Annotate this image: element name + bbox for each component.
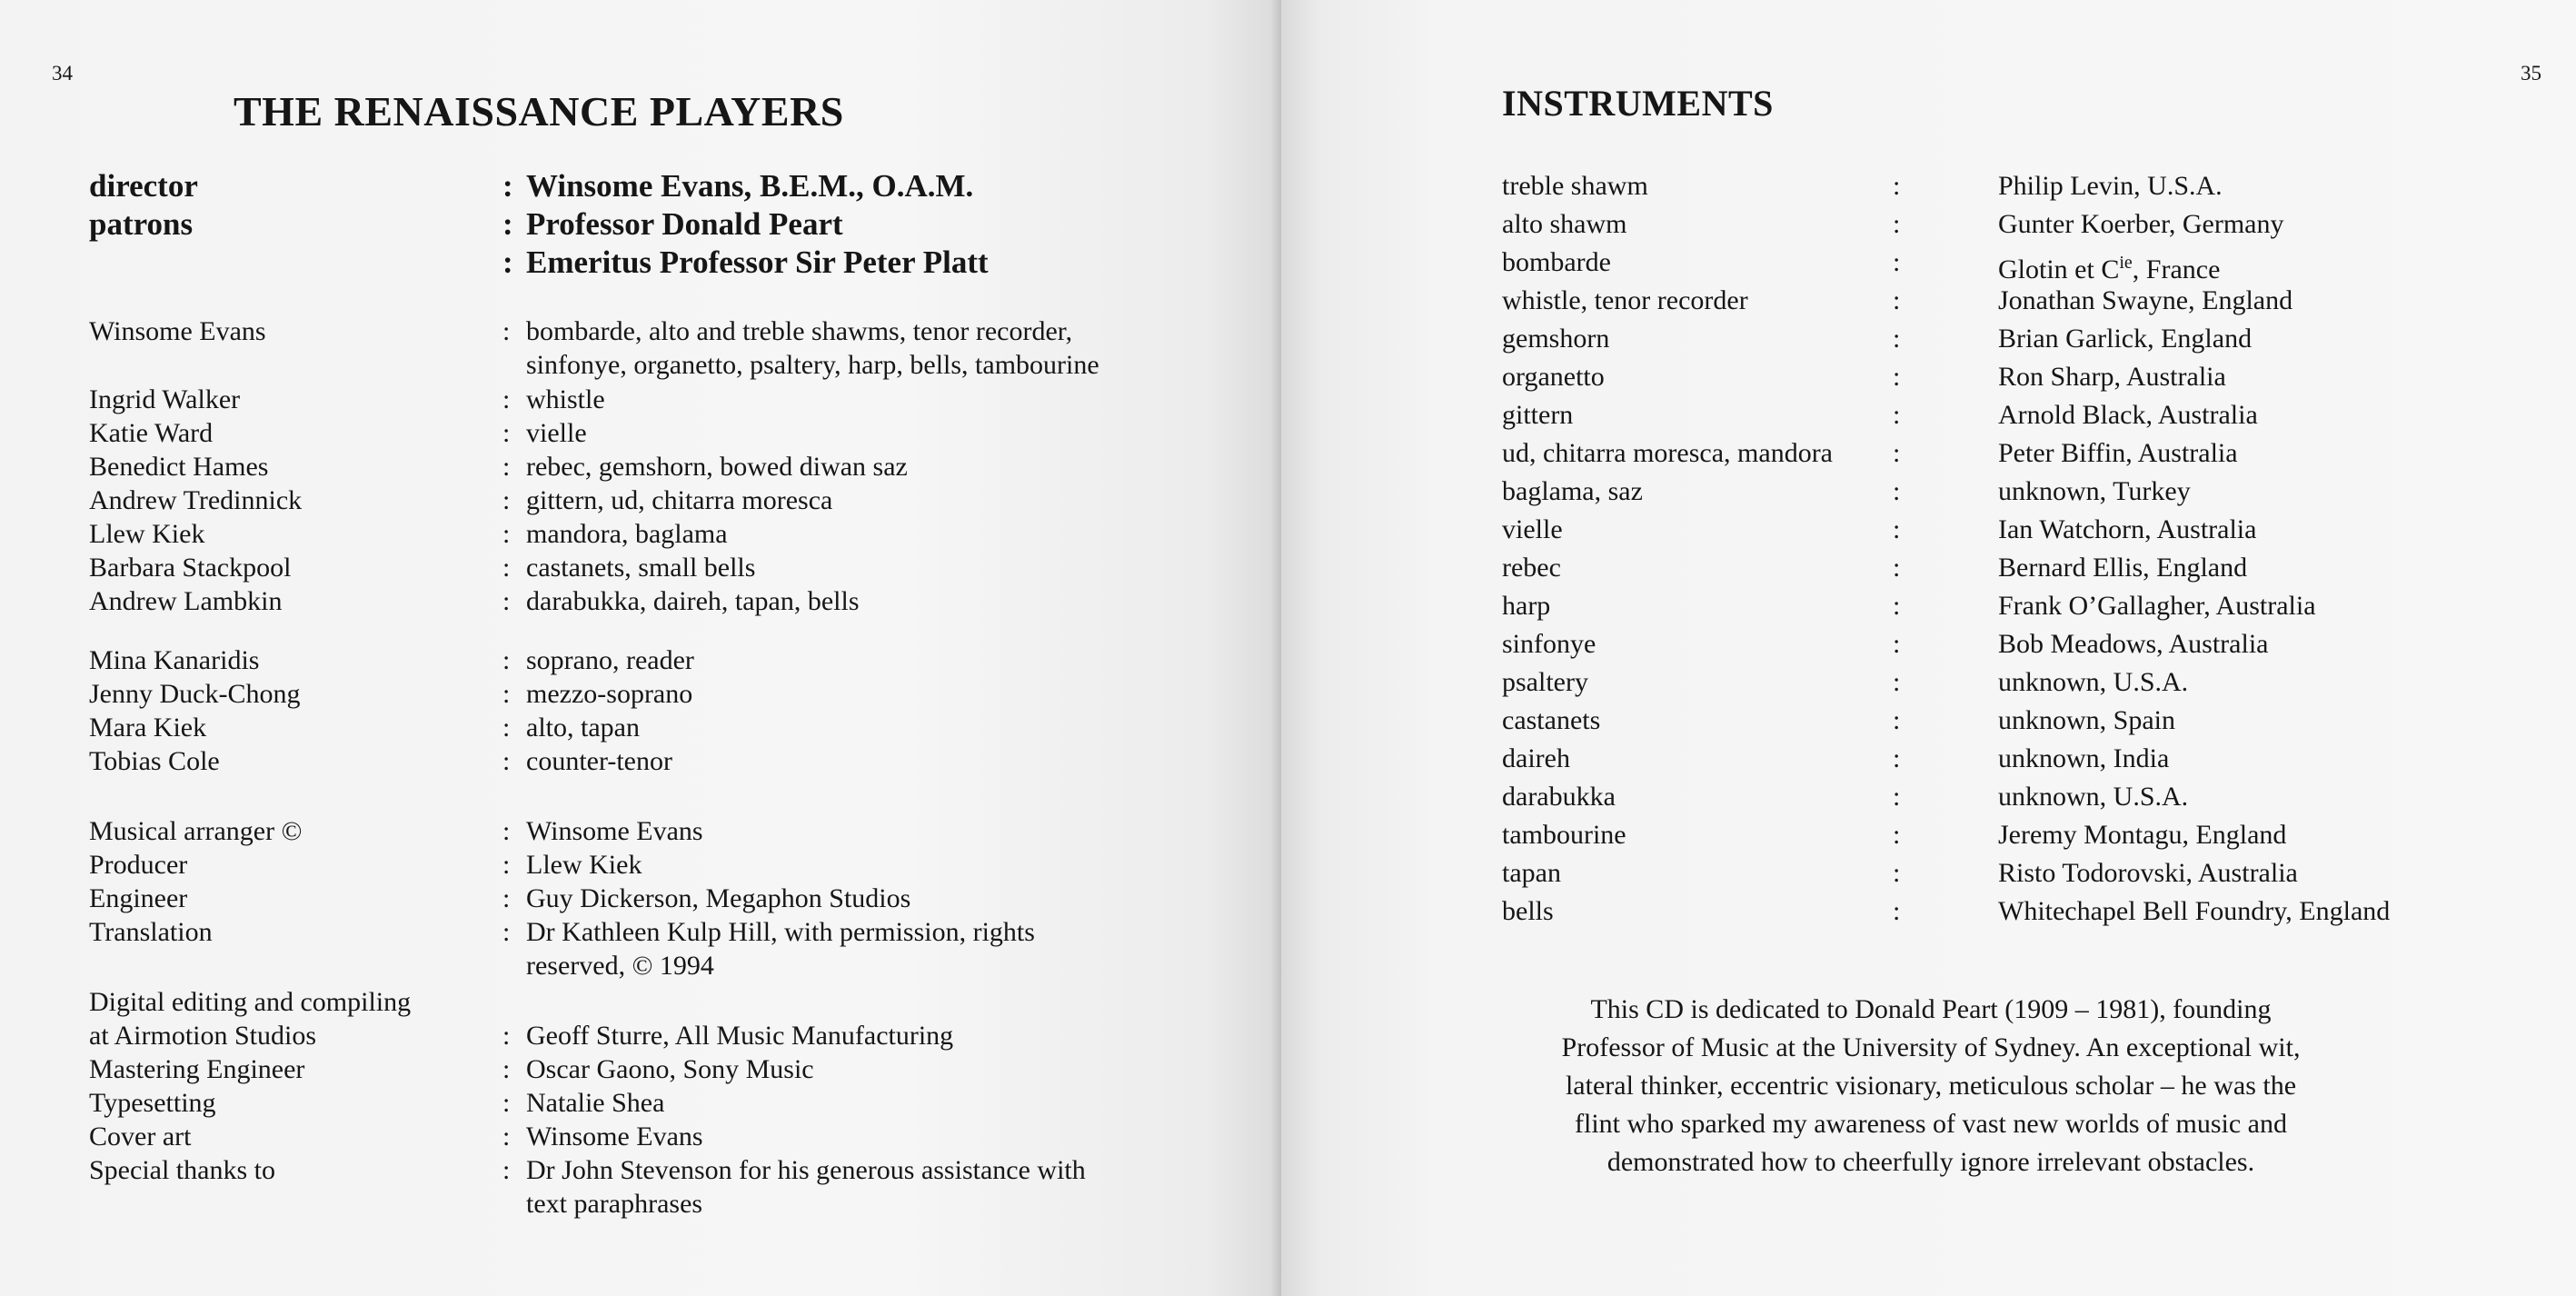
instrument-name: treble shawm [1502, 171, 1648, 201]
member-row [89, 484, 1234, 517]
dedication-line: This CD is dedicated to Donald Peart (1909 – 1981), founding [1590, 994, 2272, 1024]
row-value: Professor Donald Peart [526, 206, 843, 242]
instrument-name: gemshorn [1502, 324, 1610, 354]
dedication-line: demonstrated how to cheerfully ignore irrelevant obstacles. [1606, 1147, 2255, 1177]
instrument-row [1502, 588, 2501, 624]
dedication-line: flint who sparked my awareness of vast new worlds of music and [1575, 1109, 2287, 1139]
instrument-name: rebec [1502, 553, 1561, 583]
row-colon: : [502, 168, 513, 204]
row-value: Emeritus Professor Sir Peter Platt [526, 244, 989, 280]
member-name: Ingrid Walker [89, 384, 241, 414]
credit-label: Translation [89, 917, 213, 947]
director-row [89, 167, 1234, 205]
row-colon: : [1893, 438, 1901, 468]
instrument-maker: Brian Garlick, England [1998, 324, 2253, 354]
row-colon: : [502, 244, 513, 280]
instrument-maker: unknown, Turkey [1998, 476, 2191, 506]
credit-value: Guy Dickerson, Megaphon Studios [526, 883, 911, 913]
row-colon: : [502, 384, 511, 414]
instrument-maker: unknown, India [1998, 743, 2170, 773]
instrument-maker: Bob Meadows, Australia [1998, 629, 2269, 659]
row-colon: : [502, 746, 511, 776]
row-colon: : [502, 485, 511, 515]
credit-label: Typesetting [89, 1088, 216, 1118]
credit-row [89, 848, 1234, 882]
maker-superscript: ie [2119, 253, 2133, 273]
row-colon: : [502, 883, 511, 913]
instrument-name: harp [1502, 591, 1551, 621]
member-role: rebec, gemshorn, bowed diwan saz [526, 452, 908, 482]
instrument-name: bells [1502, 896, 1554, 926]
row-label: director [89, 168, 198, 204]
singer-name: Mara Kiek [89, 713, 207, 743]
row-colon: : [502, 850, 511, 880]
row-colon: : [502, 316, 511, 346]
patrons-row-2 [89, 244, 1234, 282]
instrument-maker: Whitechapel Bell Foundry, England [1998, 896, 2391, 926]
instrument-maker: Frank O’Gallagher, Australia [1998, 591, 2316, 621]
instrument-maker [1998, 244, 2489, 288]
instrument-name: vielle [1502, 514, 1563, 544]
instrument-row [1502, 703, 2501, 739]
instrument-name: tambourine [1502, 820, 1626, 850]
row-colon: : [1893, 743, 1901, 773]
page-number-right: 35 [2521, 62, 2541, 85]
row-colon: : [1893, 400, 1901, 430]
credit-row [89, 1019, 1234, 1052]
row-colon: : [1893, 209, 1901, 239]
instrument-maker: Jeremy Montagu, England [1998, 820, 2287, 850]
instrument-name: whistle, tenor recorder [1502, 285, 1748, 315]
member-row [89, 551, 1234, 584]
row-colon: : [1893, 629, 1901, 659]
credit-row [89, 1153, 1234, 1221]
row-colon: : [1893, 285, 1901, 315]
singer-role: counter-tenor [526, 746, 672, 776]
row-colon: : [502, 1155, 511, 1185]
row-colon: : [1893, 553, 1901, 583]
row-colon: : [502, 519, 511, 549]
right-page [1281, 0, 2576, 1296]
row-colon: : [1893, 591, 1901, 621]
instrument-maker: unknown, U.S.A. [1998, 667, 2189, 697]
instrument-row [1502, 397, 2501, 434]
instrument-row [1502, 779, 2501, 815]
row-colon: : [1893, 820, 1901, 850]
row-colon: : [502, 1054, 511, 1084]
instrument-row [1502, 244, 2501, 288]
instrument-row [1502, 321, 2501, 357]
member-row [89, 450, 1234, 484]
singer-role: mezzo-soprano [526, 679, 693, 709]
row-colon: : [502, 713, 511, 743]
credit-label: at Airmotion Studios [89, 1021, 317, 1051]
patrons-row [89, 205, 1234, 244]
instrument-name: organetto [1502, 362, 1605, 392]
credit-value [526, 915, 1180, 982]
instrument-maker: Peter Biffin, Australia [1998, 438, 2238, 468]
maker-text: Glotin et C [1998, 254, 2120, 284]
instrument-maker: unknown, Spain [1998, 705, 2175, 735]
row-colon: : [502, 206, 513, 242]
row-colon: : [502, 917, 511, 947]
credit-label: Engineer [89, 883, 188, 913]
instrument-row [1502, 741, 2501, 777]
instrument-row [1502, 626, 2501, 663]
instrument-maker: Gunter Koerber, Germany [1998, 209, 2284, 239]
credit-label: Special thanks to [89, 1155, 275, 1185]
credit-value: Oscar Gaono, Sony Music [526, 1054, 814, 1084]
instrument-row [1502, 283, 2501, 319]
credit-row [89, 882, 1234, 915]
row-value: Winsome Evans, B.E.M., O.A.M. [526, 168, 974, 204]
row-colon: : [502, 553, 511, 583]
maker-text: , France [2132, 254, 2221, 284]
credit-value: Geoff Sturre, All Music Manufacturing [526, 1021, 954, 1051]
credit-line: Dr Kathleen Kulp Hill, with permission, rights [526, 917, 1035, 947]
instrument-maker: unknown, U.S.A. [1998, 782, 2189, 812]
credit-label-line: Digital editing and compiling [89, 987, 412, 1017]
member-name: Benedict Hames [89, 452, 269, 482]
instrument-row [1502, 206, 2501, 243]
instrument-row [1502, 893, 2501, 930]
credit-row [89, 1120, 1234, 1153]
credit-label: Mastering Engineer [89, 1054, 305, 1084]
row-colon: : [1893, 362, 1901, 392]
instrument-name: baglama, saz [1502, 476, 1643, 506]
left-page [0, 0, 1281, 1296]
member-role: mandora, baglama [526, 519, 728, 549]
row-colon: : [502, 452, 511, 482]
credit-row [89, 915, 1234, 982]
member-role: castanets, small bells [526, 553, 756, 583]
credit-label: Producer [89, 850, 188, 880]
credit-label: Musical arranger © [89, 816, 303, 846]
credit-value: Natalie Shea [526, 1088, 665, 1118]
singer-row [89, 744, 1234, 778]
row-colon: : [502, 645, 511, 675]
member-role: darabukka, daireh, tapan, bells [526, 586, 860, 616]
member-role: vielle [526, 418, 587, 448]
member-name: Winsome Evans [89, 316, 266, 346]
singer-name: Tobias Cole [89, 746, 220, 776]
member-role: whistle [526, 384, 605, 414]
row-colon: : [502, 586, 511, 616]
credit-value: Winsome Evans [526, 1122, 703, 1151]
credit-value: Llew Kiek [526, 850, 642, 880]
singer-name: Jenny Duck-Chong [89, 679, 301, 709]
singer-row [89, 711, 1234, 744]
credit-line: Dr John Stevenson for his generous assistance with [526, 1155, 1086, 1185]
instrument-row [1502, 817, 2501, 853]
instrument-row [1502, 168, 2501, 204]
row-colon: : [1893, 896, 1901, 926]
singer-name: Mina Kanaridis [89, 645, 260, 675]
singer-row [89, 677, 1234, 711]
member-name: Andrew Tredinnick [89, 485, 303, 515]
member-row [89, 314, 1234, 382]
credit-value: Winsome Evans [526, 816, 703, 846]
role-line-cont: sinfonye, organetto, psaltery, harp, bells, tambourine [526, 350, 1099, 380]
dedication-paragraph [1495, 991, 2367, 1181]
credit-line-cont: reserved, © 1994 [526, 951, 714, 981]
singer-role: soprano, reader [526, 645, 694, 675]
instrument-maker: Jonathan Swayne, England [1998, 285, 2293, 315]
row-colon: : [502, 816, 511, 846]
instrument-name: castanets [1502, 705, 1601, 735]
member-row [89, 584, 1234, 618]
instrument-name: bombarde [1502, 247, 1611, 277]
credit-row [89, 1052, 1234, 1086]
member-role: gittern, ud, chitarra moresca [526, 485, 833, 515]
instrument-maker: Risto Todorovski, Australia [1998, 858, 2298, 888]
instrument-name: daireh [1502, 743, 1570, 773]
page-number-left: 34 [52, 62, 73, 85]
instrument-maker: Bernard Ellis, England [1998, 553, 2248, 583]
row-colon: : [502, 1122, 511, 1151]
instrument-row [1502, 550, 2501, 586]
instrument-name: ud, chitarra moresca, mandora [1502, 438, 1833, 468]
row-colon: : [1893, 514, 1901, 544]
member-role [526, 314, 1180, 382]
instrument-name: sinfonye [1502, 629, 1596, 659]
instrument-maker: Ian Watchorn, Australia [1998, 514, 2257, 544]
singer-row [89, 643, 1234, 677]
row-colon: : [1893, 171, 1901, 201]
instruments-title: INSTRUMENTS [1502, 83, 1774, 124]
member-row [89, 517, 1234, 551]
instrument-row [1502, 474, 2501, 510]
credit-row [89, 1086, 1234, 1120]
instrument-row [1502, 512, 2501, 548]
row-colon: : [1893, 247, 1901, 277]
instrument-name: darabukka [1502, 782, 1616, 812]
instrument-name: psaltery [1502, 667, 1588, 697]
credit-line-cont: text paraphrases [526, 1189, 703, 1219]
instrument-row [1502, 855, 2501, 892]
singer-role: alto, tapan [526, 713, 640, 743]
row-colon: : [1893, 705, 1901, 735]
role-line: bombarde, alto and treble shawms, tenor recorder, [526, 316, 1073, 346]
instrument-row [1502, 359, 2501, 395]
row-colon: : [1893, 667, 1901, 697]
row-label [89, 244, 502, 282]
instrument-maker: Ron Sharp, Australia [1998, 362, 2226, 392]
row-colon: : [1893, 782, 1901, 812]
row-colon: : [502, 418, 511, 448]
member-row [89, 383, 1234, 416]
member-row [89, 416, 1234, 450]
row-colon: : [1893, 858, 1901, 888]
instrument-name: tapan [1502, 858, 1561, 888]
row-colon: : [502, 1021, 511, 1051]
instrument-row [1502, 664, 2501, 701]
instrument-name: gittern [1502, 400, 1574, 430]
row-colon: : [1893, 476, 1901, 506]
credit-value [526, 1153, 1180, 1221]
instrument-name: alto shawm [1502, 209, 1627, 239]
credit-label: Cover art [89, 1122, 192, 1151]
instrument-row [1502, 435, 2501, 472]
member-name: Katie Ward [89, 418, 214, 448]
instrument-maker: Philip Levin, U.S.A. [1998, 171, 2223, 201]
row-colon: : [502, 679, 511, 709]
member-name: Barbara Stackpool [89, 553, 292, 583]
credit-row [89, 814, 1234, 848]
dedication-line: Professor of Music at the University of Sydney. An exceptional wit, [1561, 1032, 2301, 1062]
ensemble-title: THE RENAISSANCE PLAYERS [234, 88, 844, 135]
row-colon: : [1893, 324, 1901, 354]
dedication-line: lateral thinker, eccentric visionary, meticulous scholar – he was the [1565, 1071, 2297, 1101]
member-name: Andrew Lambkin [89, 586, 283, 616]
instrument-maker: Arnold Black, Australia [1998, 400, 2258, 430]
member-name: Llew Kiek [89, 519, 205, 549]
row-colon: : [502, 1088, 511, 1118]
row-label: patrons [89, 206, 194, 242]
